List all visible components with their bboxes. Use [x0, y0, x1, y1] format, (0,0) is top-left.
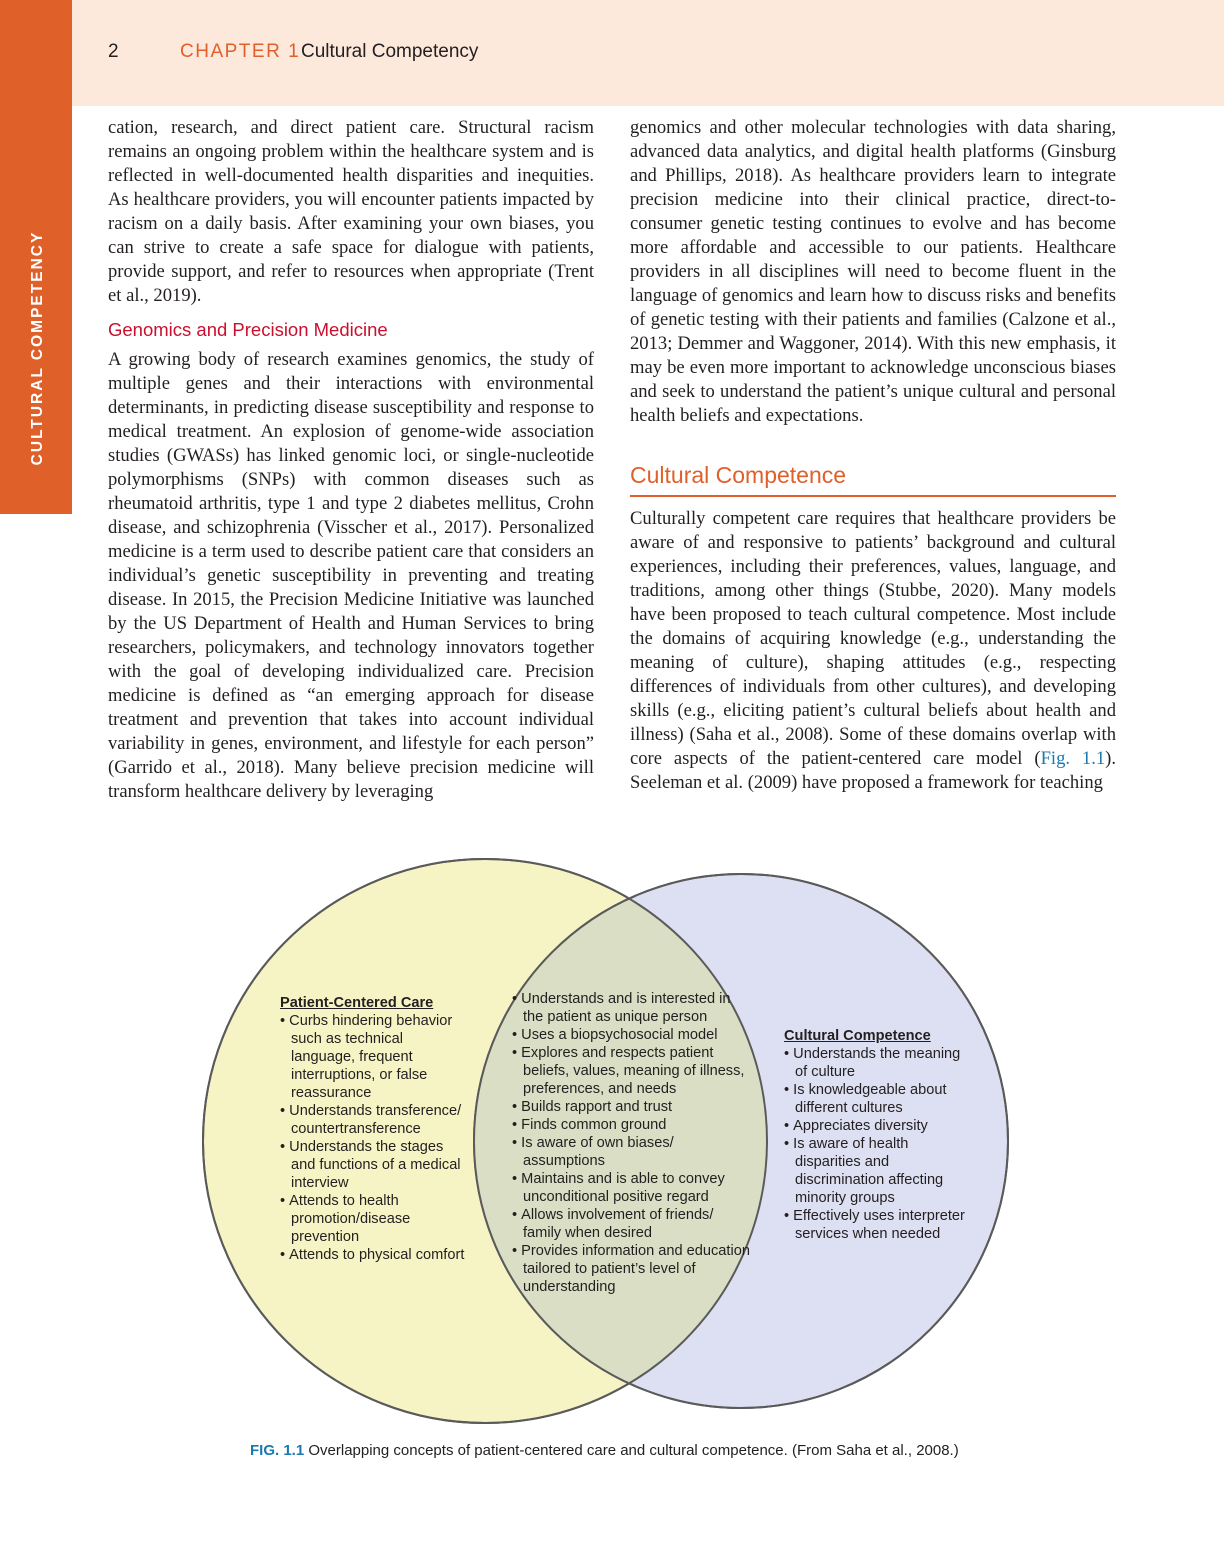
list-item: • Attends to physical comfort [280, 1246, 470, 1264]
figure-caption-text: Overlapping concepts of patient-centered care and cultural competence. (From Saha et al., 2008.) [308, 1442, 959, 1459]
list-item: • Effectively uses interpreter services when needed [784, 1207, 974, 1243]
list-item: • Uses a biopsychosocial model [512, 1026, 752, 1044]
list-item: • Provides information and education tailored to patient’s level of understanding [512, 1242, 752, 1296]
list-item: • Is aware of health disparities and discrimination affecting minority groups [784, 1135, 974, 1207]
list-item: • Finds common ground [512, 1116, 752, 1134]
patient-centered-block [280, 994, 470, 1264]
overlap-block [512, 990, 752, 1296]
left-paragraph-1: cation, research, and direct patient care. Structural racism remains an ongoing problem within the healthcare system and is reflected in well-documented health disparities and inequities. As healthcare providers, you will encounter patients impacted by racism on a daily basis. After examining your own biases, you can strive to create a safe space for dialogue with patients, provide support, and refer to resources when appropriate (Trent et al., 2019). [108, 117, 594, 306]
side-tab-label: CULTURAL COMPETENCY [29, 230, 46, 466]
page-number: 2 [108, 41, 119, 62]
figure-caption-label: FIG. 1.1 [250, 1442, 305, 1459]
list-item: • Curbs hindering behavior such as technical language, frequent interruptions, or false reassurance [280, 1012, 470, 1102]
left-paragraph-2: A growing body of research examines genomics, the study of multiple genes and their interactions with environmental determinants, in predicting disease susceptibility and response to medical treatment. An explosion of genome-wide association studies (GWASs) has linked genomic loci, or single-nucleotide polymorphisms (SNPs) with common diseases such as rheumatoid arthritis, type 1 and type 2 diabetes mellitus, Crohn disease, and schizophrenia (Visscher et al., 2017). Personalized medicine is a term used to describe patient care that considers an individual’s genetic susceptibility in preventing and treating disease. In 2015, the Precision Medicine Initiative was launched by the US Department of Health and Human Services to bring researchers, policymakers, and technology innovators together with the goal of developing individualized care. Precision medicine is defined as “an emerging approach for disease treatment and prevention that takes into account individual variability in genes, environment, and lifestyle for each person” (Garrido et al., 2018). Many believe precision medicine will transform healthcare delivery by leveraging [108, 349, 594, 802]
overlap-list [512, 990, 752, 1296]
list-item: • Understands the stages and functions of a medical interview [280, 1138, 470, 1192]
cultural-competence-title: Cultural Competence [784, 1028, 931, 1044]
right-paragraph-2-start: Culturally competent care requires that healthcare providers be aware of and responsive to patients’ background and cultural experiences, including their preferences, values, language, and traditions, among other things (Stubbe, 2020). Many models have been proposed to teach cultural competence. Most include the domains of acquiring knowledge (e.g., understanding the meaning of culture), shaping attitudes (e.g., respecting differences of individuals from other cultures), and developing skills (e.g., eliciting patient’s cultural beliefs about health and illness) (Saha et al., 2008). Some of these domains overlap with core aspects of the patient-centered care model ( [630, 508, 1116, 769]
cultural-competence-list [784, 1045, 974, 1243]
list-item: • Is aware of own biases/ assumptions [512, 1134, 752, 1170]
chapter-label: CHAPTER 1 [180, 41, 301, 62]
list-item: • Explores and respects patient beliefs, values, meaning of illness, preferences, and needs [512, 1044, 752, 1098]
list-item: • Attends to health promotion/disease prevention [280, 1192, 470, 1246]
list-item: • Maintains and is able to convey unconditional positive regard [512, 1170, 752, 1206]
list-item: • Builds rapport and trust [512, 1098, 752, 1116]
right-paragraph-2-end: ). Seeleman et al. (2009) have proposed a framework for teaching [630, 748, 1116, 793]
genomics-subheading: Genomics and Precision Medicine [108, 319, 388, 340]
list-item: • Understands transference/ countertransference [280, 1102, 470, 1138]
figure-reference-link[interactable]: Fig. 1.1 [1040, 748, 1106, 769]
list-item: • Allows involvement of friends/ family when desired [512, 1206, 752, 1242]
list-item: • Is knowledgeable about different cultures [784, 1081, 974, 1117]
figure-caption [250, 1440, 980, 1462]
list-item: • Understands and is interested in the patient as unique person [512, 990, 752, 1026]
patient-centered-list [280, 1012, 470, 1264]
cultural-competence-heading: Cultural Competence [630, 460, 1116, 497]
cultural-competence-block [784, 1027, 974, 1243]
list-item: • Understands the meaning of culture [784, 1045, 974, 1081]
list-item: • Appreciates diversity [784, 1117, 974, 1135]
chapter-title: Cultural Competency [301, 41, 479, 62]
right-paragraph-1: genomics and other molecular technologies with data sharing, advanced data analytics, and digital health platforms (Ginsburg and Phillips, 2018). As healthcare providers learn to integrate precision medicine into their clinical practice, direct-to-consumer genetic testing continues to evolve and has become more affordable and accessible to our patients. Healthcare providers in all disciplines will need to become fluent in the language of genomics and learn how to discuss risks and benefits of genetic testing with their patients and families (Calzone et al., 2013; Demmer and Waggoner, 2014). With this new emphasis, it may be even more important to acknowledge unconscious biases and seek to understand the patient’s unique cultural and personal health beliefs and expectations. [630, 117, 1116, 426]
patient-centered-title: Patient-Centered Care [280, 995, 434, 1011]
